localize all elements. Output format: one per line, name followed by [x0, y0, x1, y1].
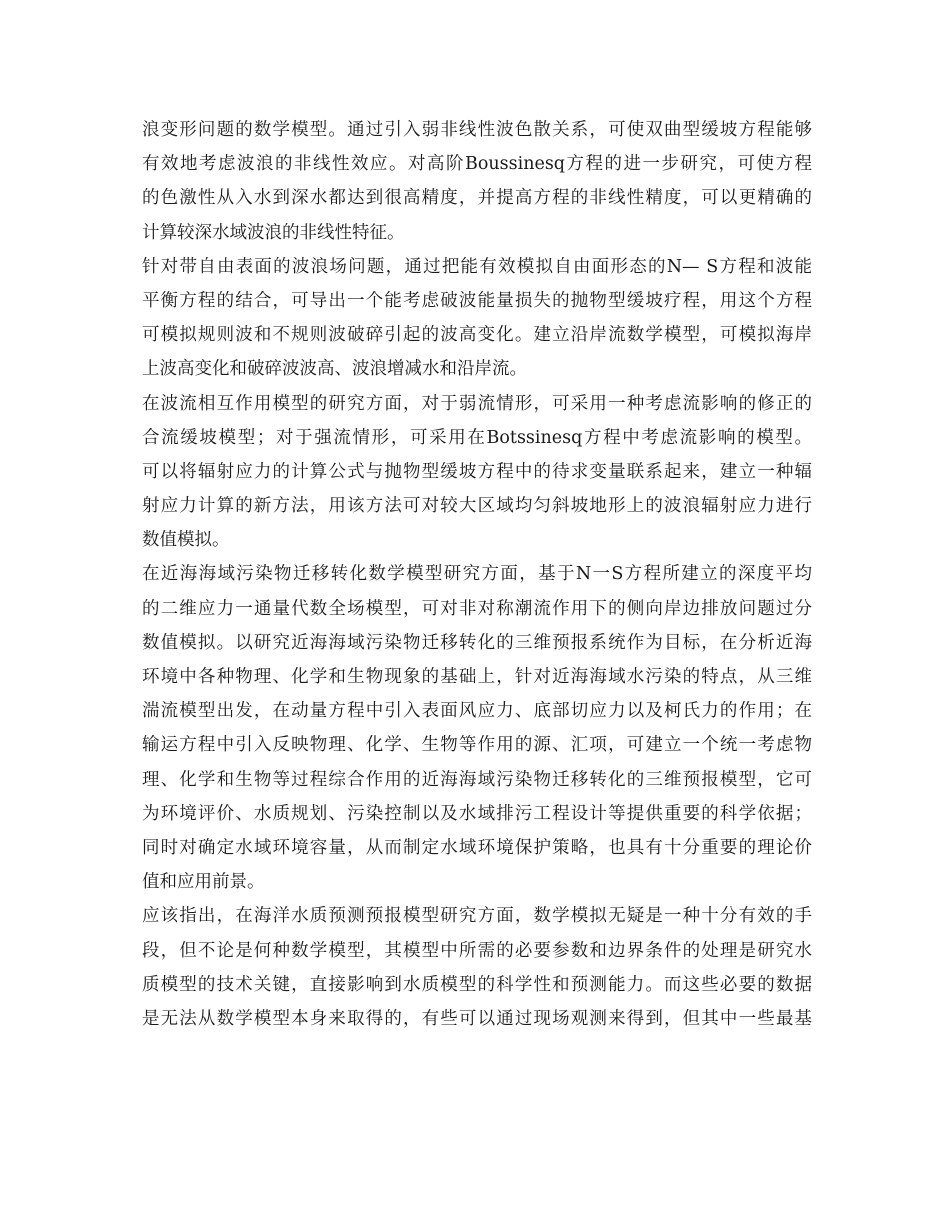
- text-line: 浪变形问题的数学模型。通过引入弱非线性波色散关系，可使双曲型缓坡方程能够: [142, 120, 812, 140]
- text-line: 数值模拟。: [142, 530, 230, 551]
- text-line: 针对带自由表面的波浪场问题，通过把能有效模拟自由面形态的N— S方程和波能: [142, 256, 812, 277]
- text-line: 是无法从数学模型本身来取得的，有些可以通过现场观测来得到，但其中一些最基: [142, 1008, 812, 1029]
- text-line: 的色激性从入水到深水都达到很高精度，并提高方程的非线性精度，可以更精确的: [142, 188, 812, 209]
- text-line: 湍流模型出发，在动量方程中引入表面风应力、底部切应力以及柯氏力的作用；在: [142, 701, 812, 722]
- text-line: 计算较深水域波浪的非线性特征。: [142, 222, 405, 243]
- text-line: 环境中各种物理、化学和生物现象的基础上，针对近海海域水污染的特点，从三维: [142, 667, 812, 687]
- text-line: 在近海海域污染物迁移转化数学模型研究方面，基于N一S方程所建立的深度平均: [142, 564, 812, 585]
- text-line: 合流缓坡模型；对于强流情形，可采用在Botssinesq方程中考虑流影响的模型。: [142, 427, 812, 448]
- text-line: 段，但不论是何种数学模型，其模型中所需的必要参数和边界条件的处理是研究水: [142, 940, 812, 961]
- text-line: 值和应用前景。: [142, 872, 265, 893]
- text-line: 可模拟规则波和不规则波破碎引起的波高变化。建立沿岸流数学模型，可模拟海岸: [142, 325, 812, 346]
- text-line: 可以将辐射应力的计算公式与抛物型缓坡方程中的待求变量联系起来，建立一种辐: [142, 461, 812, 482]
- text-line: 为环境评价、水质规划、污染控制以及水域排污工程设计等提供重要的科学依据；: [142, 803, 812, 824]
- text-line: 理、化学和生物等过程综合作用的近海海域污染物迁移转化的三维预报模型，它可: [142, 769, 812, 790]
- text-line: 同时对确定水域环境容量，从而制定水域环境保护策略，也具有十分重要的理论价: [142, 837, 812, 858]
- text-line: 数值模拟。以研究近海海域污染物迁移转化的三维预报系统作为目标，在分析近海: [142, 632, 812, 653]
- text-line: 应该指出，在海洋水质预测预报模型研究方面，数学模拟无疑是一种十分有效的手: [142, 906, 812, 927]
- text-line: 上波高变化和破碎波波高、波浪增减水和沿岸流。: [142, 359, 527, 380]
- body-text: [142, 113, 812, 1036]
- text-line: 输运方程中引入反映物理、化学、生物等作用的源、汇项，可建立一个统一考虑物: [142, 735, 812, 756]
- text-line: 在波流相互作用模型的研究方面，对于弱流情形，可采用一种考虑流影响的修正的: [142, 393, 812, 414]
- text-line: 射应力计算的新方法，用该方法可对较大区域均匀斜坡地形上的波浪辐射应力进行: [142, 496, 812, 517]
- text-line: 平衡方程的结合，可导出一个能考虑破波能量损失的抛物型缓坡疗程，用这个方程: [142, 290, 812, 311]
- text-line: 质模型的技术关键，直接影响到水质模型的科学性和预测能力。而这些必要的数据: [142, 974, 812, 995]
- text-line: 的二维应力一通量代数全场模型，可对非对称潮流作用下的侧向岸边排放问题过分: [142, 598, 812, 619]
- text-line: 有效地考虑波浪的非线性效应。对高阶Boussinesq方程的进一步研究，可使方程: [142, 154, 812, 175]
